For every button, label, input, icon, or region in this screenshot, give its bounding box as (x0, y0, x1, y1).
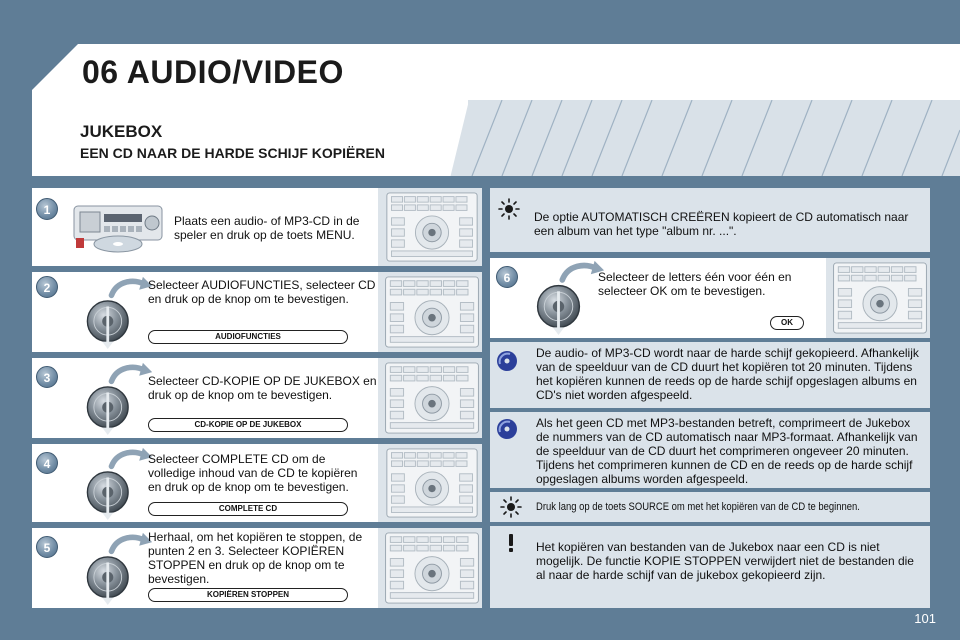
ok-label: OK (770, 316, 804, 330)
radio-console-icon (384, 532, 480, 604)
disc-info-icon (496, 350, 518, 372)
radio-console-icon (384, 362, 480, 434)
radio-console-icon (832, 262, 928, 334)
step-2-text: Selecteer AUDIOFUNCTIES, selecteer CD en druk op de knop om te bevestigen. (148, 278, 376, 306)
radio-console-icon (384, 276, 480, 348)
kopieren-stoppen-label: KOPIËREN STOPPEN (148, 588, 348, 602)
decorative-stripes (432, 100, 960, 176)
note-compress-info (490, 412, 930, 488)
rotary-knob-icon (80, 274, 154, 350)
step-6-panel (490, 258, 930, 338)
page-number: 101 (914, 611, 936, 626)
note-automatic (490, 188, 930, 252)
step-6-badge: 6 (496, 266, 518, 288)
note-copy-info-text: De audio- of MP3-CD wordt naar de harde schijf gekopieerd. Afhankelijk van de speelduur van de CD duurt het kopiëren tot 20 minuten. Tijdens het kopiëren kunnen de reeds op de harde schijf opgeslagen albums en CD's niet worden afgespeeld. (536, 346, 919, 402)
rotary-knob-icon (80, 530, 154, 606)
audiofuncties-label: AUDIOFUNCTIES (148, 330, 348, 344)
exclamation-icon (500, 532, 522, 554)
cd-player-icon (72, 198, 164, 256)
step-3-text: Selecteer CD-KOPIE OP DE JUKEBOX en druk op de knop om te bevestigen. (148, 374, 377, 402)
step-3-badge: 3 (36, 366, 58, 388)
step-1-badge: 1 (36, 198, 58, 220)
step-2-panel (32, 272, 482, 352)
note-source-tip (490, 492, 930, 522)
step-3-panel (32, 358, 482, 438)
step-5-text: Herhaal, om het kopiëren te stoppen, de punten 2 en 3. Selecteer KOPIËREN STOPPEN en druk op de knop om te bevestigen. (148, 530, 363, 586)
section-title: JUKEBOX (80, 122, 163, 141)
note-compress-info-text: Als het geen CD met MP3-bestanden betreft, comprimeert de Jukebox de nummers van de CD automatisch naar MP3-formaat. Afhankelijk van de speelduur van de CD duurt het comprimeren ongeveer 20 minuten. Tijdens het comprimeren kunnen de CD en de reeds op de harde schijf opgeslagen albums worden afgespeeld. (536, 416, 918, 486)
note-automatic-text: De optie AUTOMATISCH CREËREN kopieert de CD automatisch naar een album van het type "album nr. ...". (534, 210, 909, 238)
radio-console-icon (384, 448, 480, 518)
step-1-text: Plaats een audio- of MP3-CD in de speler en druk op de toets MENU. (174, 214, 360, 242)
section-band (32, 100, 960, 176)
step-1-panel (32, 188, 482, 266)
rotary-knob-icon (530, 258, 606, 336)
step-2-badge: 2 (36, 276, 58, 298)
sun-tip-icon (500, 496, 522, 518)
step-4-badge: 4 (36, 452, 58, 474)
rotary-knob-icon (80, 446, 154, 520)
page-title: 06 AUDIO/VIDEO (82, 54, 344, 90)
note-copy-info (490, 342, 930, 408)
rotary-knob-icon (80, 360, 154, 436)
step-5-badge: 5 (36, 536, 58, 558)
section-subtitle: EEN CD NAAR DE HARDE SCHIJF KOPIËREN (80, 145, 385, 161)
sun-tip-icon (498, 198, 520, 220)
disc-info-icon (496, 418, 518, 440)
note-source-tip-text: Druk lang op de toets SOURCE om met het kopiëren van de CD te beginnen. (536, 501, 860, 513)
step-4-panel (32, 444, 482, 522)
note-warning-text: Het kopiëren van bestanden van de Jukebox naar een CD is niet mogelijk. De functie KOPIE STOPPEN verwijdert niet de bestanden die al naar de harde schijf van de jukebox gekopieerd zijn. (536, 540, 914, 582)
radio-console-icon (384, 192, 480, 262)
cd-kopie-label: CD-KOPIE OP DE JUKEBOX (148, 418, 348, 432)
step-5-panel (32, 528, 482, 608)
complete-cd-label: COMPLETE CD (148, 502, 348, 516)
step-6-text: Selecteer de letters één voor één en selecteer OK om te bevestigen. (598, 270, 792, 298)
step-4-text: Selecteer COMPLETE CD om de volledige inhoud van de CD te kopiëren en druk op de knop om te bevestigen. (148, 452, 358, 494)
note-warning (490, 526, 930, 608)
